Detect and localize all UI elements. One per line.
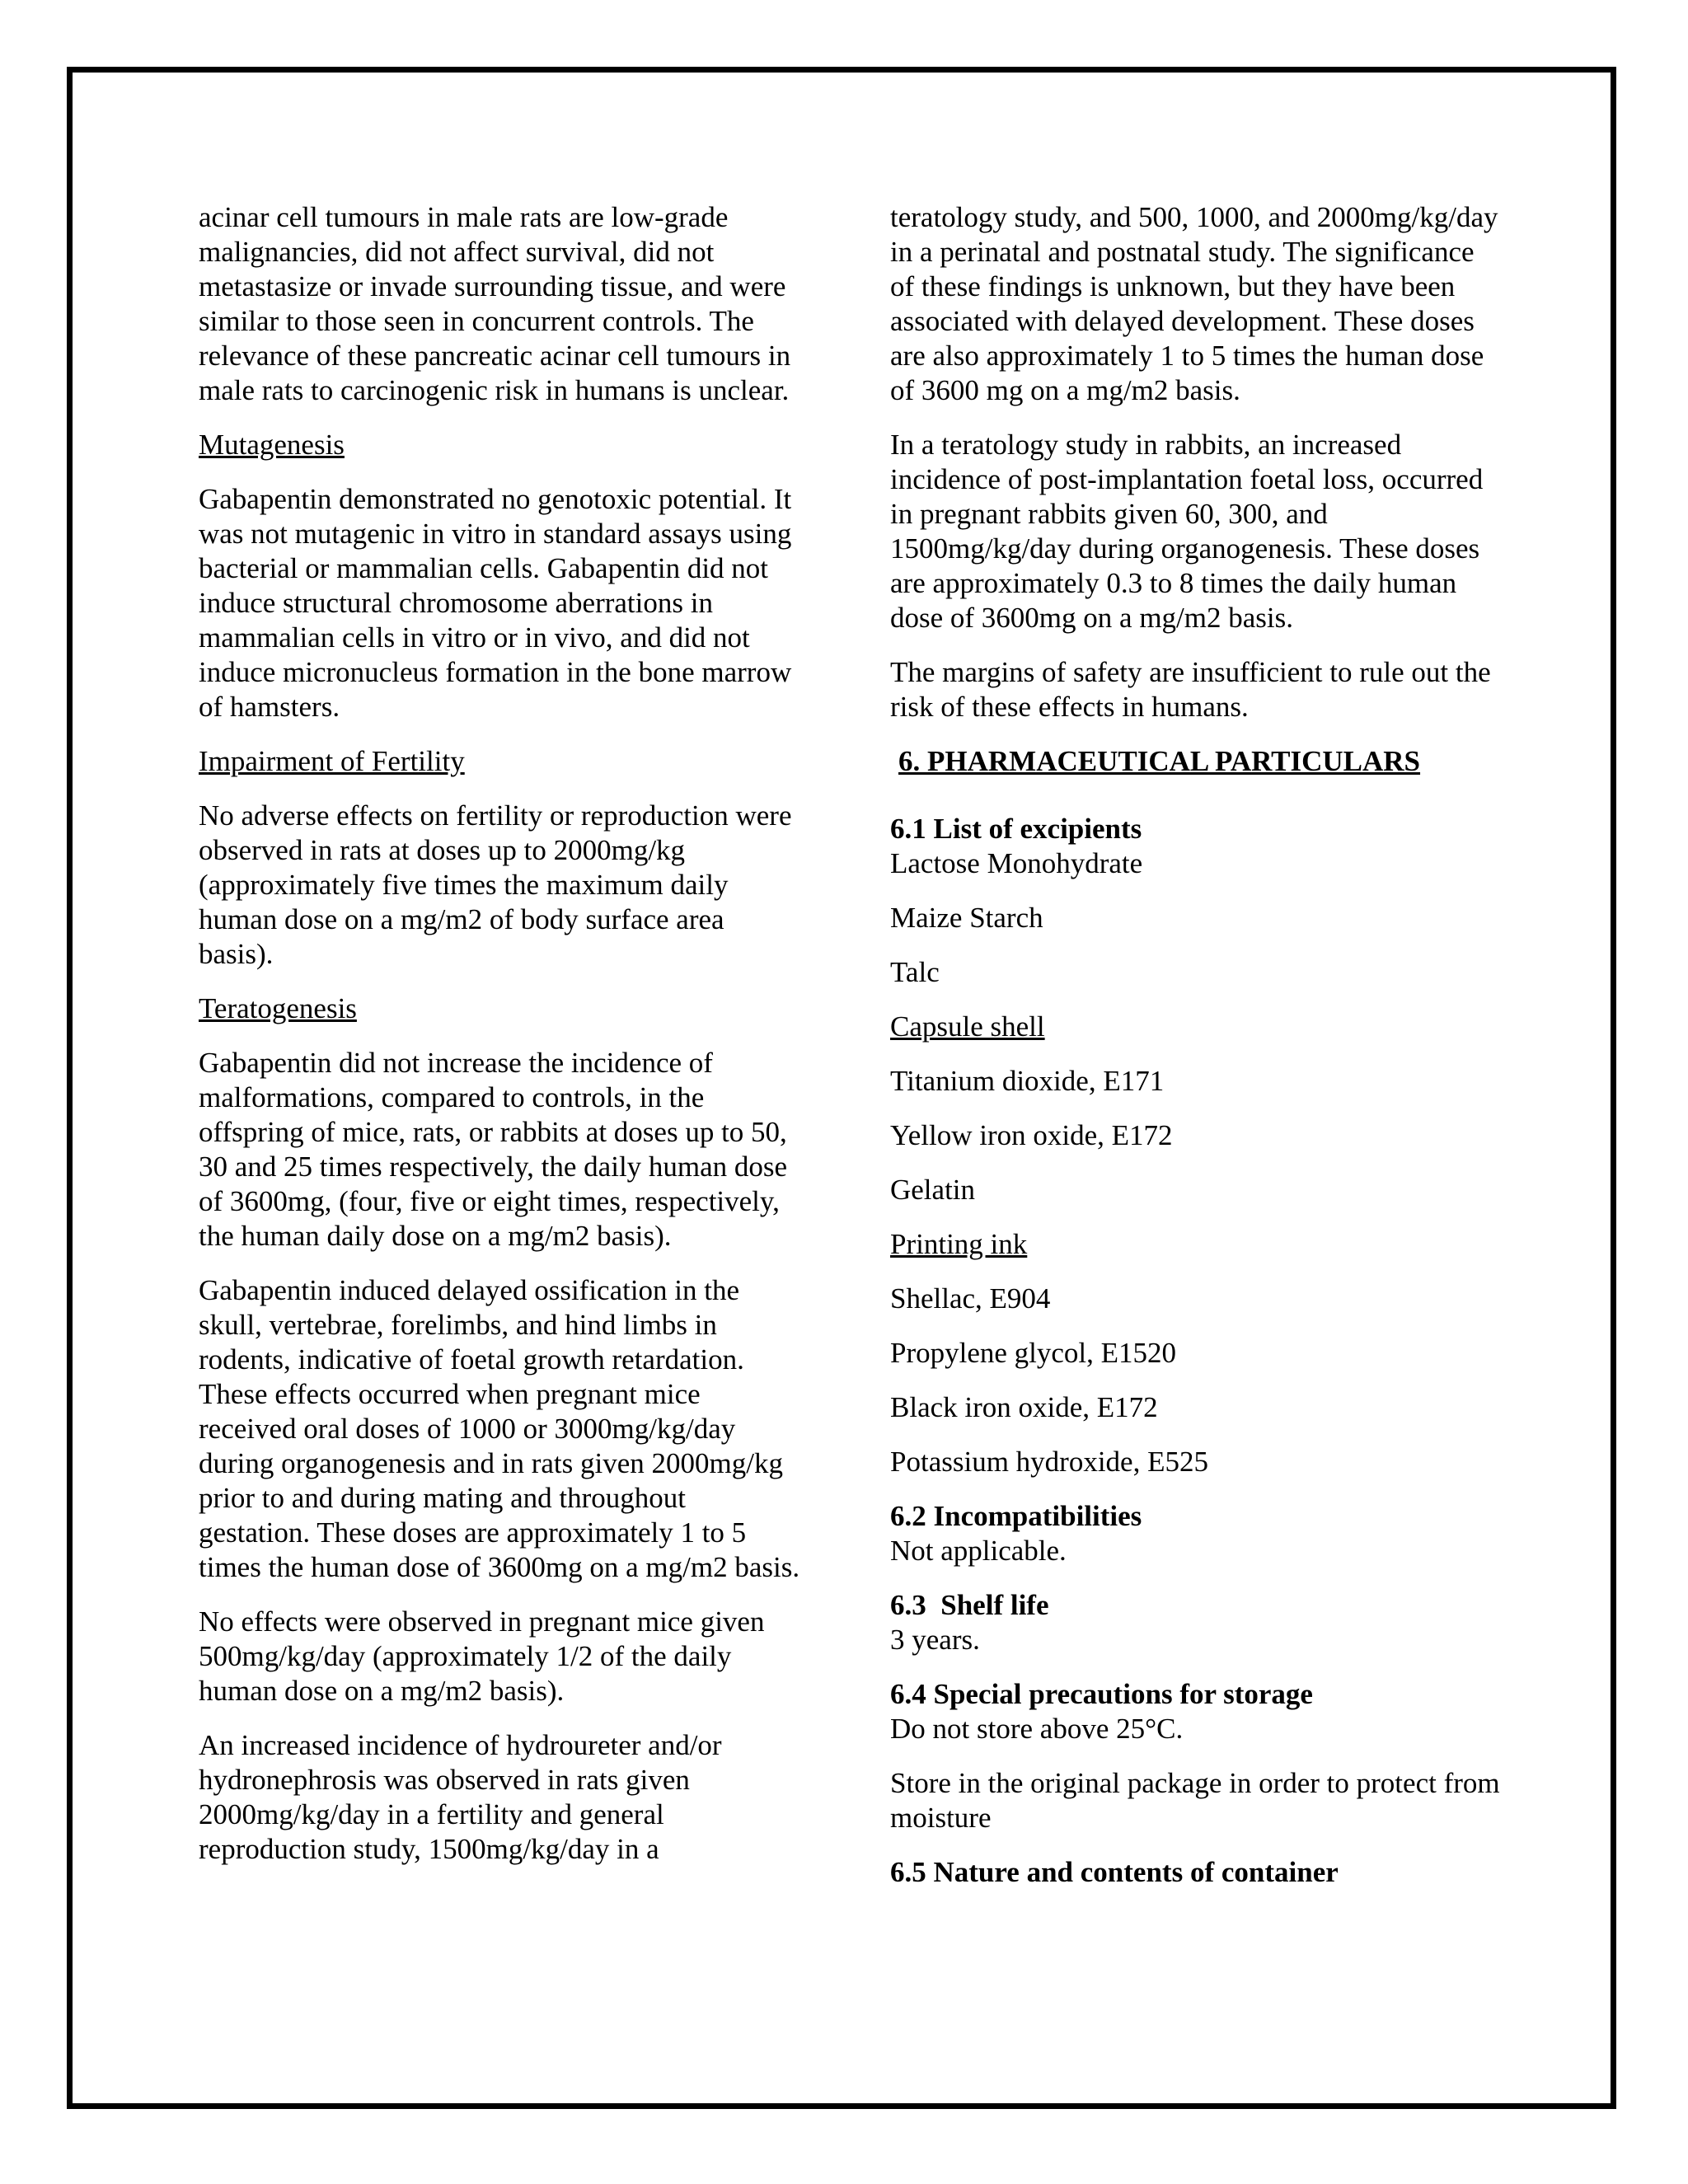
paragraph: An increased incidence of hydroureter and/or hydronephrosis was observed in rats given 2000mg/kg/day in a fertility and general reproduction study, 1500mg/kg/day in a <box>199 1729 722 1865</box>
excipient-item: Propylene glycol, E1520 <box>890 1337 1177 1369</box>
section-6-5-title: 6.5 Nature and contents of container <box>890 1856 1339 1888</box>
paragraph: teratology study, and 500, 1000, and 2000mg/kg/day in a perinatal and postnatal study. The significance of these findings is unknown, but they have been associated with delayed development. These doses are also approximately 1 to 5 times the human dose of 3600 mg on a mg/m2 basis. <box>890 201 1498 406</box>
paragraph: Gabapentin demonstrated no genotoxic potential. It was not mutagenic in vitro in standard assays using bacterial or mammalian cells. Gabapentin did not induce structural chromosome aberrations in mammalian cells in vitro or in vivo, and did not induce micronucleus formation in the bone marrow of hamsters. <box>199 483 792 723</box>
section-6-1-title: 6.1 List of excipients <box>890 813 1142 845</box>
excipient-item: Maize Starch <box>890 902 1043 934</box>
subheading-capsule-shell: Capsule shell <box>890 1010 1045 1043</box>
paragraph: Gabapentin induced delayed ossification in the skull, vertebrae, forelimbs, and hind limbs in rodents, indicative of foetal growth retardation. These effects occurred when pregnant mice received oral doses of 1000 or 3000mg/kg/day during organogenesis and in rats given 2000mg/kg prior to and during mating and throughout gestation. These doses are approximately 1 to 5 times the human dose of 3600mg on a mg/m2 basis. <box>199 1274 800 1583</box>
paragraph: acinar cell tumours in male rats are low-grade malignancies, did not affect survival, did not metastasize or invade surrounding tissue, and were similar to those seen in concurrent controls. The relevance of these pancreatic acinar cell tumours in male rats to carcinogenic risk in humans is unclear. <box>199 201 791 406</box>
left-column <box>199 200 800 1886</box>
subheading-teratogenesis: Teratogenesis <box>199 992 357 1024</box>
paragraph: No effects were observed in pregnant mice given 500mg/kg/day (approximately 1/2 of the daily human dose on a mg/m2 basis). <box>199 1605 765 1707</box>
section-6-heading: 6. PHARMACEUTICAL PARTICULARS <box>898 745 1421 777</box>
right-column <box>890 200 1500 1910</box>
paragraph: The margins of safety are insufficient to rule out the risk of these effects in humans. <box>890 656 1491 723</box>
excipient-item: Titanium dioxide, E171 <box>890 1065 1165 1097</box>
excipient-item: Yellow iron oxide, E172 <box>890 1119 1173 1151</box>
paragraph: Store in the original package in order to protect from moisture <box>890 1767 1500 1834</box>
section-6-3-title: 6.3 Shelf life <box>890 1589 1049 1621</box>
section-6-4-text: Do not store above 25°C. <box>890 1713 1184 1745</box>
excipient-item: Shellac, E904 <box>890 1282 1051 1315</box>
subheading-mutagenesis: Mutagenesis <box>199 429 345 461</box>
paragraph: No adverse effects on fertility or reproduction were observed in rats at doses up to 2000mg/kg (approximately five times the maximum daily human dose on a mg/m2 of body surface area basis). <box>199 799 792 970</box>
section-6-3-text: 3 years. <box>890 1624 980 1656</box>
excipient-item: Gelatin <box>890 1174 976 1206</box>
section-6-4 <box>890 1677 1500 1746</box>
section-6-3 <box>890 1588 1500 1657</box>
subheading-printing-ink: Printing ink <box>890 1228 1028 1260</box>
section-6-2 <box>890 1499 1500 1568</box>
excipient-item: Talc <box>890 956 940 988</box>
paragraph: In a teratology study in rabbits, an increased incidence of post-implantation foetal loss, occurred in pregnant rabbits given 60, 300, and 1500mg/kg/day during organogenesis. These doses are approximately 0.3 to 8 times the daily human dose of 3600mg on a mg/m2 basis. <box>890 429 1484 634</box>
subheading-impairment-of-fertility: Impairment of Fertility <box>199 745 465 777</box>
paragraph: Gabapentin did not increase the incidence of malformations, compared to controls, in the offspring of mice, rats, or rabbits at doses up to 50, 30 and 25 times respectively, the daily human dose of 3600mg, (four, five or eight times, respectively, the human daily dose on a mg/m2 basis). <box>199 1047 788 1252</box>
excipient-item: Lactose Monohydrate <box>890 847 1143 879</box>
section-6-4-title: 6.4 Special precautions for storage <box>890 1678 1313 1710</box>
section-6-5 <box>890 1855 1500 1890</box>
section-6-1 <box>890 812 1500 881</box>
excipient-item: Black iron oxide, E172 <box>890 1391 1158 1423</box>
section-6-2-title: 6.2 Incompatibilities <box>890 1500 1142 1532</box>
section-6-2-text: Not applicable. <box>890 1535 1067 1567</box>
excipient-item: Potassium hydroxide, E525 <box>890 1446 1208 1478</box>
